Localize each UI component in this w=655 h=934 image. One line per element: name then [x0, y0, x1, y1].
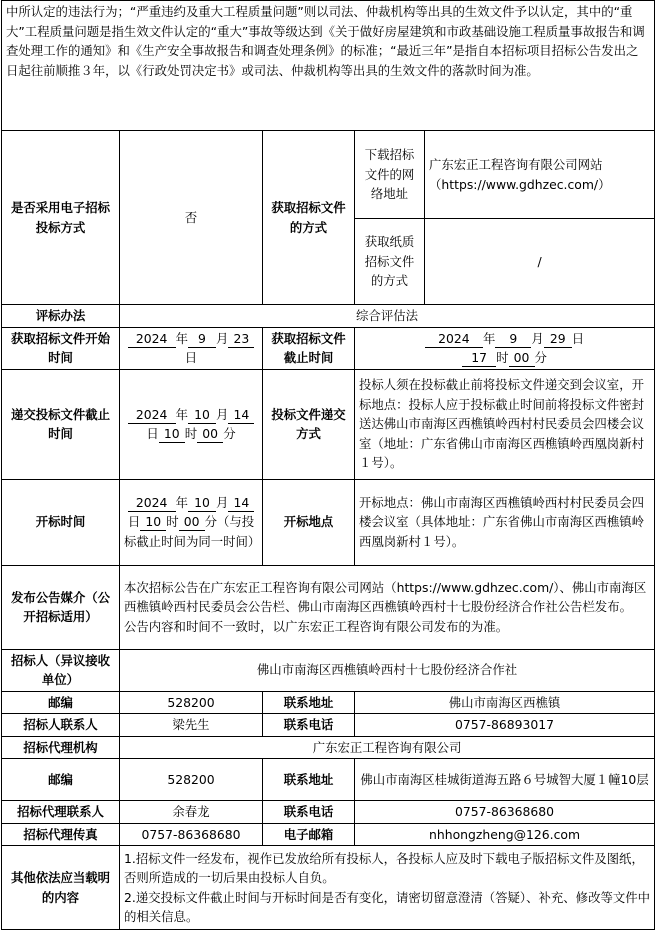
unit-day: 日: [146, 426, 159, 441]
obtain-end-year: 2024: [425, 331, 483, 348]
agency-person: 余春龙: [120, 801, 263, 824]
unit-day: 日: [571, 330, 585, 346]
unit-year: 年: [175, 330, 188, 346]
online-address-label: 下载招标文件的网络地址: [355, 131, 425, 219]
submission-year: 2024: [128, 407, 176, 424]
agency-value: 广东宏正工程咨询有限公司: [120, 736, 655, 759]
submission-hour: 10: [159, 426, 185, 443]
opening-hour: 10: [140, 514, 166, 531]
submission-row: [2, 369, 655, 479]
obtain-start-day: 23: [228, 331, 254, 348]
unit-year: 年: [482, 330, 496, 346]
paper-method-label: 获取纸质招标文件的方式: [355, 219, 425, 305]
electronic-row-1: [2, 131, 655, 219]
obtain-start-year: 2024: [128, 331, 176, 348]
tenderer-label: 招标人（异议接收单位）: [2, 649, 120, 691]
electronic-value: 否: [120, 131, 263, 305]
tenderer-postcode: 528200: [120, 691, 263, 714]
agency-email-label: 电子邮箱: [263, 823, 355, 846]
other-item-1: 1.招标文件一经发布，视作已发放给所有投标人，各投标人应及时下载电子版招标文件及图纸，否则所造成的一切后果由投标人自负。: [124, 850, 644, 885]
intro-text: 中所认定的违法行为；“严重违约及重大工程质量问题”则以司法、仲裁机构等出具的生效文件予以认定，其中的“重大”工程质量问题是指生效文件认定的“重大”事故等级达到《关于做好房屋建筑和市政基础设施工程质量事故报告和调查处理工作的通知》和《生产安全事故报告和调查处理条例》的标准；“最近三年”是指自本招标项目招标公告发出之日起往前顺推３年，以《行政处罚决定书》或司法、仲裁机构等出具的生效文件的落款时间为准。: [2, 1, 655, 131]
agency-person-row: [2, 801, 655, 824]
submission-method-label: 投标文件递交方式: [263, 369, 355, 479]
tenderer-phone: 0757-86893017: [355, 714, 655, 737]
tenderer-phone-label: 联系电话: [263, 714, 355, 737]
submission-day: 14: [228, 407, 254, 424]
agency-phone-label: 联系电话: [263, 801, 355, 824]
tenderer-person: 梁先生: [120, 714, 263, 737]
opening-time-note: （与投标截止时间为同一时间）: [124, 514, 261, 549]
tender-info-table: [1, 0, 655, 930]
unit-hour: 时: [496, 350, 509, 365]
other-item-2: 2.递交投标文件截止时间与开标时间是否有变化，请密切留意澄清（答疑）、补充、修改等文件中的相关信息。: [124, 889, 651, 924]
agency-address: 佛山市南海区桂城街道海五路６号城智大厦１幢10层: [355, 759, 655, 801]
agency-postcode-row: [2, 759, 655, 801]
unit-month: 月: [216, 330, 229, 346]
unit-minute: 分: [534, 350, 547, 365]
opening-time-value: [120, 479, 263, 565]
unit-hour: 时: [184, 426, 198, 441]
opening-place-value: 开标地点：佛山市南海区西樵镇岭西村村民委员会四楼会议室（具体地址：广东省佛山市南海区西樵镇岭西凰岗新村１号）。: [355, 479, 655, 565]
unit-minute: 分: [223, 426, 236, 441]
agency-person-label: 招标代理联系人: [2, 801, 120, 824]
unit-month: 月: [531, 330, 544, 346]
obtain-start-label: 获取招标文件开始时间: [2, 327, 120, 369]
unit-year: 年: [175, 406, 188, 422]
media-text-2: 公告内容和时间不一致时，以广东宏正工程咨询有限公司发布的为准。: [124, 618, 509, 634]
agency-label: 招标代理机构: [2, 736, 120, 759]
unit-hour: 时: [166, 514, 179, 530]
agency-fax-label: 招标代理传真: [2, 823, 120, 846]
intro-row: [2, 1, 655, 131]
opening-place-label: 开标地点: [263, 479, 355, 565]
opening-minute: 00: [179, 514, 205, 531]
opening-time-label: 开标时间: [2, 479, 120, 565]
submission-deadline-value: [120, 369, 263, 479]
agency-phone: 0757-86368680: [355, 801, 655, 824]
obtain-end-label: 获取招标文件截止时间: [263, 327, 355, 369]
tenderer-address: 佛山市南海区西樵镇: [355, 691, 655, 714]
tenderer-postcode-row: [2, 691, 655, 714]
evaluation-row: [2, 305, 655, 328]
agency-email: nhhongzheng@126.com: [355, 823, 655, 846]
evaluation-label: 评标办法: [2, 305, 120, 328]
obtain-end-minute: 00: [509, 350, 535, 367]
tenderer-person-label: 招标人联系人: [2, 714, 120, 737]
unit-year: 年: [175, 494, 188, 510]
other-value: [120, 846, 655, 930]
opening-month: 10: [188, 495, 216, 512]
agency-row: [2, 736, 655, 759]
tenderer-person-row: [2, 714, 655, 737]
submission-month: 10: [188, 407, 216, 424]
obtain-end-hour: 17: [462, 350, 496, 367]
obtain-end-day: 29: [544, 331, 572, 348]
unit-month: 月: [216, 494, 229, 510]
other-label: 其他依法应当载明的内容: [2, 846, 120, 930]
agency-address-label: 联系地址: [263, 759, 355, 801]
tenderer-value: 佛山市南海区西樵镇岭西村十七股份经济合作社: [120, 649, 655, 691]
unit-month: 月: [216, 406, 229, 422]
evaluation-value: 综合评估法: [120, 305, 655, 328]
tenderer-postcode-label: 邮编: [2, 691, 120, 714]
tenderer-row: [2, 649, 655, 691]
opening-day: 14: [228, 495, 254, 512]
opening-year: 2024: [128, 495, 176, 512]
obtain-end-month: 9: [495, 331, 531, 348]
obtain-start-month: 9: [188, 331, 216, 348]
agency-postcode-label: 邮编: [2, 759, 120, 801]
media-text-1: 本次招标公告在广东宏正工程咨询有限公司网站（https://www.gdhzec.com/）、佛山市南海区西樵镇岭西村民委员会公告栏、佛山市南海区西樵镇岭西村十七股份经济合作社公告栏发布。: [124, 579, 647, 615]
other-row: [2, 846, 655, 930]
agency-postcode: 528200: [120, 759, 263, 801]
unit-day: 日: [184, 350, 198, 365]
submission-method-value: 投标人须在投标截止前将投标文件递交到会议室，开标地点：投标人应于投标截止时间前将投标文件密封送达佛山市南海区西樵镇岭西村村民委员会四楼会议室（地址：广东省佛山市南海区西樵镇岭西凰岗新村１号）。: [355, 369, 655, 479]
obtain-end-value: [355, 327, 655, 369]
media-value: [120, 565, 655, 649]
paper-method-value: /: [425, 219, 655, 305]
unit-minute: 分: [204, 514, 217, 530]
obtain-time-row: [2, 327, 655, 369]
submission-minute: 00: [197, 426, 223, 443]
opening-row: [2, 479, 655, 565]
obtain-start-value: [120, 327, 263, 369]
submission-deadline-label: 递交投标文件截止时间: [2, 369, 120, 479]
agency-fax: 0757-86368680: [120, 823, 263, 846]
media-label: 发布公告媒介（公开招标适用）: [2, 565, 120, 649]
unit-day: 日: [127, 514, 141, 530]
media-row: [2, 565, 655, 649]
tenderer-address-label: 联系地址: [263, 691, 355, 714]
online-address-value: 广东宏正工程咨询有限公司网站（https://www.gdhzec.com/）: [425, 131, 655, 219]
obtain-method-label: 获取招标文件的方式: [263, 131, 355, 305]
electronic-label: 是否采用电子招标投标方式: [2, 131, 120, 305]
agency-fax-row: [2, 823, 655, 846]
